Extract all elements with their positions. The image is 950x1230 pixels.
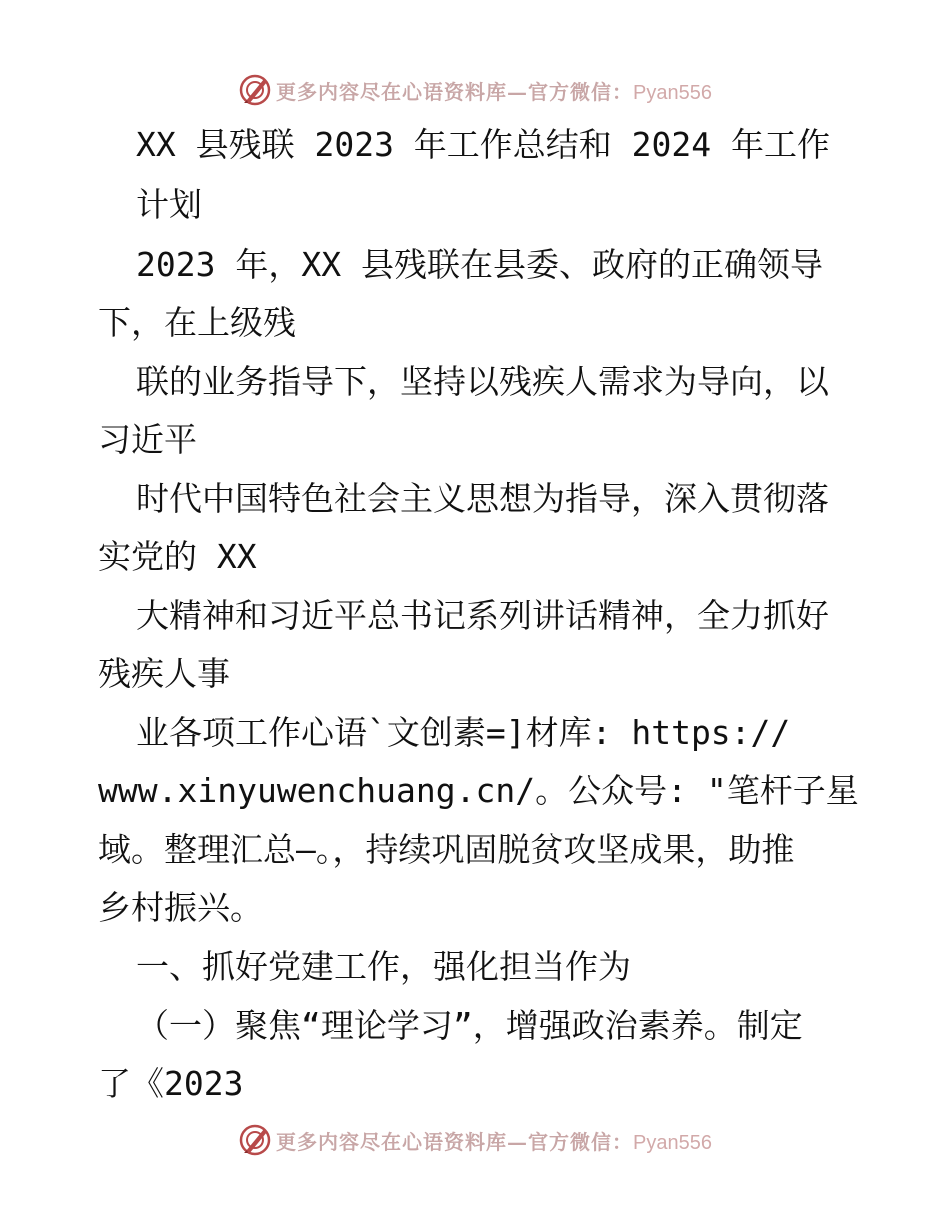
pen-logo-icon (238, 1123, 272, 1157)
document-title-line-1: XX 县残联 2023 年工作总结和 2024 年工作 (136, 125, 831, 164)
paragraph-line: 域。整理汇总—。，持续巩固脱贫攻坚成果，助推 (98, 830, 795, 869)
paragraph-line: 了《2023 (98, 1064, 244, 1103)
wechat-id: Pyan556 (633, 1131, 712, 1154)
document-title-line-2: 计划 (136, 185, 202, 224)
paragraph-line: 2023 年，XX 县残联在县委、政府的正确领导 (136, 245, 823, 284)
paragraph-line: 联的业务指导下，坚持以残疾人需求为导向，以 (136, 362, 829, 401)
paragraph-line: 习近平 (98, 420, 197, 459)
paragraph-line: 残疾人事 (98, 654, 230, 693)
paragraph-line: 乡村振兴。 (98, 888, 263, 927)
header-watermark-banner (0, 70, 950, 110)
watermark-text: 更多内容尽在心语资料库—官方微信：Pyan556 (276, 1129, 712, 1154)
paragraph-line: 实党的 XX (98, 537, 257, 576)
paragraph-line: 大精神和习近平总书记系列讲话精神，全力抓好 (136, 596, 829, 635)
paragraph-line: （一）聚焦“理论学习”，增强政治素养。制定 (136, 1006, 803, 1045)
paragraph-line: 业各项工作心语`文创素=]材库: https:// (136, 713, 791, 752)
paragraph-line: 时代中国特色社会主义思想为指导，深入贯彻落 (136, 479, 829, 518)
pen-logo-icon (238, 73, 272, 107)
wechat-id: Pyan556 (633, 81, 712, 104)
section-heading: 一、抓好党建工作，强化担当作为 (136, 947, 631, 986)
footer-watermark-banner (0, 1120, 950, 1160)
watermark-text: 更多内容尽在心语资料库—官方微信：Pyan556 (276, 79, 712, 104)
paragraph-line: www.xinyuwenchuang.cn/。公众号: "笔杆子星 (98, 771, 859, 810)
paragraph-line: 下，在上级残 (98, 303, 296, 342)
